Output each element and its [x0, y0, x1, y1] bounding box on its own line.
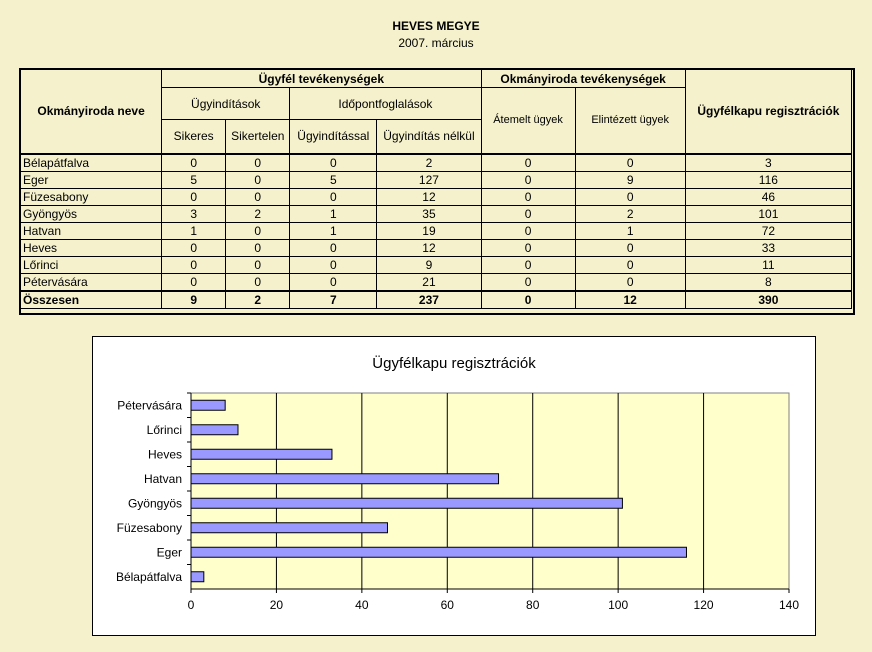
- table-row: [21, 239, 852, 256]
- office-name-cell: Gyöngyös: [21, 205, 162, 222]
- value-cell: 35: [377, 205, 481, 222]
- header-success: Sikeres: [162, 120, 226, 154]
- x-tick-label: 120: [693, 598, 714, 612]
- page-subtitle: 2007. március: [398, 36, 474, 50]
- value-cell: 19: [377, 222, 481, 239]
- value-cell: 0: [481, 239, 575, 256]
- header-office: Okmányiroda neve: [21, 70, 162, 154]
- office-name-cell: Lőrinci: [21, 256, 162, 273]
- header-appointments: Időpontfoglalások: [290, 88, 481, 120]
- table-row: [21, 205, 852, 222]
- value-cell: 0: [481, 222, 575, 239]
- value-cell: 0: [481, 154, 575, 172]
- value-cell: 1: [290, 222, 377, 239]
- bar-lőrinci: [191, 425, 238, 435]
- value-cell: 21: [377, 273, 481, 291]
- value-cell: 0: [575, 256, 685, 273]
- x-tick-label: 40: [355, 598, 369, 612]
- value-cell: 101: [685, 205, 851, 222]
- value-cell: 0: [162, 273, 226, 291]
- header-fail: Sikertelen: [226, 120, 290, 154]
- office-name-cell: Hatvan: [21, 222, 162, 239]
- bar-füzesabony: [191, 523, 387, 533]
- value-cell: 2: [377, 154, 481, 172]
- office-name-cell: Heves: [21, 239, 162, 256]
- value-cell: 72: [685, 222, 851, 239]
- value-cell: 12: [377, 188, 481, 205]
- value-cell: 9: [575, 171, 685, 188]
- value-cell: 390: [685, 291, 851, 309]
- registrations-chart: [93, 337, 815, 635]
- header-office-activities: Okmányiroda tevékenységek: [481, 70, 685, 88]
- bar-heves: [191, 449, 332, 459]
- value-cell: 0: [290, 188, 377, 205]
- table-row: [21, 256, 852, 273]
- bar-gyöngyös: [191, 498, 622, 508]
- value-cell: 3: [685, 154, 851, 172]
- table-row: [21, 222, 852, 239]
- value-cell: 12: [377, 239, 481, 256]
- header-completed: Elintézett ügyek: [575, 88, 685, 154]
- x-tick-label: 20: [269, 598, 284, 612]
- value-cell: 0: [162, 239, 226, 256]
- x-tick-label: 100: [608, 598, 629, 612]
- value-cell: 0: [481, 256, 575, 273]
- y-tick-label: Füzesabony: [116, 520, 182, 535]
- value-cell: 0: [575, 154, 685, 172]
- value-cell: 0: [226, 256, 290, 273]
- value-cell: 33: [685, 239, 851, 256]
- plot-area: [191, 393, 789, 589]
- header-transferred: Átemelt ügyek: [481, 88, 575, 154]
- value-cell: 0: [290, 256, 377, 273]
- total-row: [21, 291, 852, 309]
- value-cell: 11: [685, 256, 851, 273]
- x-tick-label: 80: [526, 598, 540, 612]
- value-cell: 127: [377, 171, 481, 188]
- chart-title: Ügyfélkapu regisztrációk: [372, 355, 536, 372]
- y-tick-label: Gyöngyös: [127, 496, 182, 511]
- value-cell: 0: [481, 188, 575, 205]
- value-cell: 7: [290, 291, 377, 309]
- summary-table: [20, 69, 852, 309]
- value-cell: 12: [575, 291, 685, 309]
- y-tick-label: Bélapátfalva: [115, 569, 182, 584]
- office-name-cell: Füzesabony: [21, 188, 162, 205]
- value-cell: 2: [226, 205, 290, 222]
- y-tick-label: Hatvan: [143, 471, 182, 486]
- office-name-cell: Pétervására: [21, 273, 162, 291]
- value-cell: 0: [481, 171, 575, 188]
- table-row: [21, 188, 852, 205]
- value-cell: 5: [290, 171, 377, 188]
- value-cell: 1: [162, 222, 226, 239]
- value-cell: 46: [685, 188, 851, 205]
- value-cell: 0: [575, 273, 685, 291]
- header-without-init: Ügyindítás nélkül: [377, 120, 481, 154]
- value-cell: 0: [575, 239, 685, 256]
- x-tick-label: 140: [778, 598, 800, 612]
- value-cell: 0: [290, 273, 377, 291]
- value-cell: 8: [685, 273, 851, 291]
- value-cell: 0: [226, 222, 290, 239]
- value-cell: 0: [481, 205, 575, 222]
- value-cell: 0: [481, 273, 575, 291]
- value-cell: 0: [290, 154, 377, 172]
- y-tick-label: Eger: [156, 545, 182, 560]
- y-tick-label: Lőrinci: [146, 422, 182, 437]
- y-tick-label: Heves: [147, 447, 182, 462]
- table-row: [21, 154, 852, 172]
- x-tick-label: 0: [187, 598, 195, 612]
- value-cell: 0: [481, 291, 575, 309]
- table-row: [21, 171, 852, 188]
- value-cell: 116: [685, 171, 851, 188]
- value-cell: 0: [290, 239, 377, 256]
- value-cell: 3: [162, 205, 226, 222]
- office-name-cell: Összesen: [21, 291, 162, 309]
- header-initiations: Ügyindítások: [162, 88, 290, 120]
- value-cell: 9: [162, 291, 226, 309]
- value-cell: 1: [290, 205, 377, 222]
- value-cell: 2: [226, 291, 290, 309]
- bar-eger: [191, 547, 686, 557]
- header-with-init: Ügyindítással: [290, 120, 377, 154]
- value-cell: 2: [575, 205, 685, 222]
- table-row: [21, 273, 852, 291]
- bar-bélapátfalva: [191, 572, 204, 582]
- page-title: HEVES MEGYE: [392, 19, 480, 33]
- value-cell: 0: [162, 154, 226, 172]
- chart-frame: [92, 336, 816, 636]
- value-cell: 9: [377, 256, 481, 273]
- value-cell: 5: [162, 171, 226, 188]
- value-cell: 0: [162, 256, 226, 273]
- header-client-activities: Ügyfél tevékenységek: [162, 70, 481, 88]
- y-tick-label: Pétervására: [117, 398, 182, 413]
- value-cell: 0: [226, 239, 290, 256]
- header-registrations: Ügyfélkapu regisztrációk: [685, 70, 851, 154]
- value-cell: 0: [226, 273, 290, 291]
- bar-hatvan: [191, 474, 499, 484]
- bar-pétervására: [191, 400, 225, 410]
- office-name-cell: Eger: [21, 171, 162, 188]
- value-cell: 1: [575, 222, 685, 239]
- value-cell: 0: [162, 188, 226, 205]
- office-name-cell: Bélapátfalva: [21, 154, 162, 172]
- value-cell: 0: [226, 154, 290, 172]
- value-cell: 0: [575, 188, 685, 205]
- value-cell: 237: [377, 291, 481, 309]
- x-tick-label: 60: [440, 598, 454, 612]
- value-cell: 0: [226, 171, 290, 188]
- value-cell: 0: [226, 188, 290, 205]
